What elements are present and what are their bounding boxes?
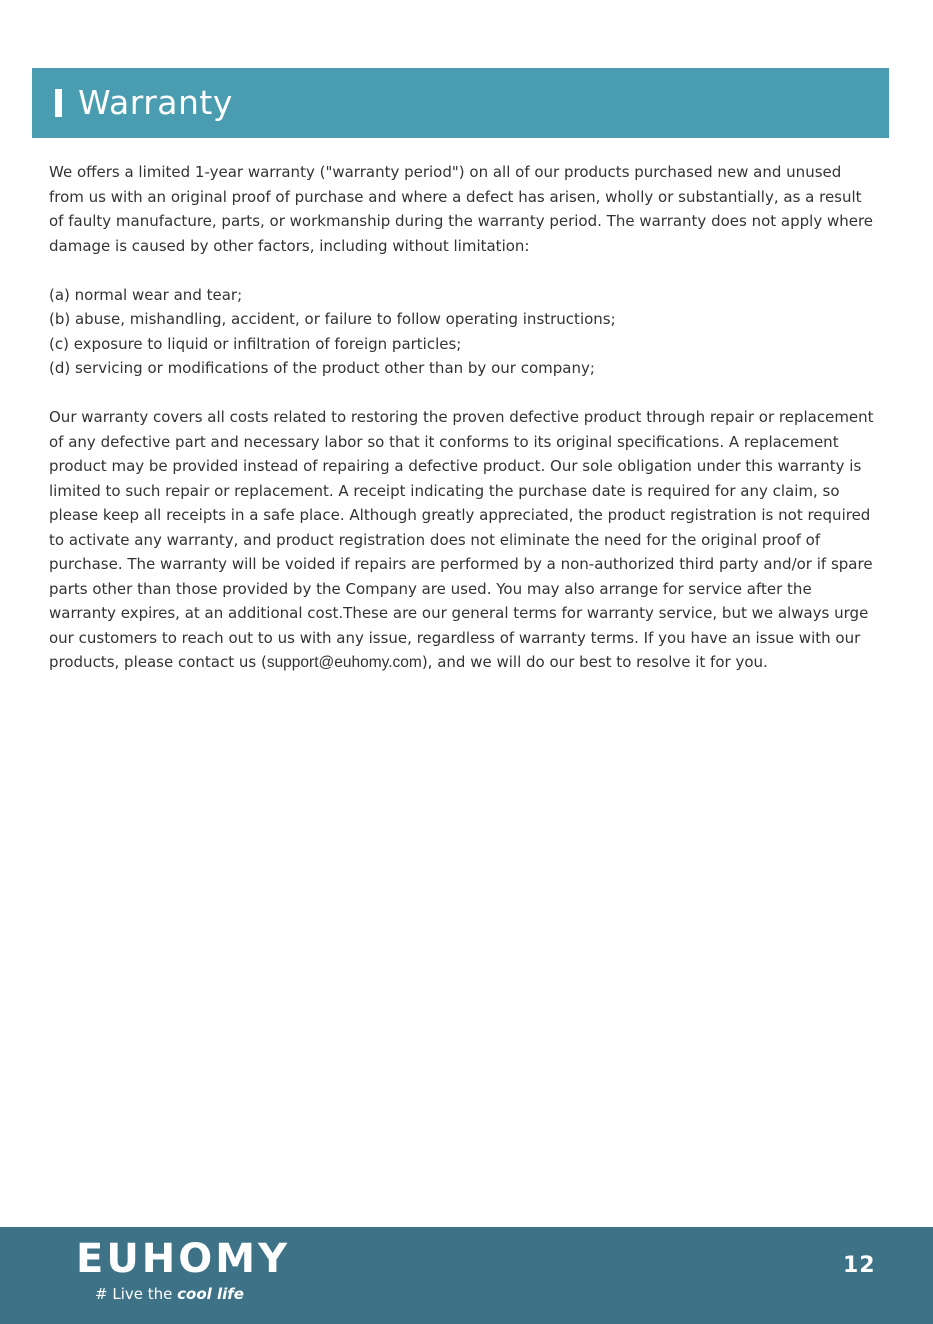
warranty-coverage-paragraph: [49, 405, 879, 676]
exclusion-item: (a) normal wear and tear;: [49, 285, 243, 304]
coverage-text-part: ), and we will do our best to resolve it for you.: [421, 653, 768, 671]
warranty-intro-paragraph: We offers a limited 1-year warranty ("warranty period") on all of our products purchased new and unused from us with an original proof of purchase and where a defect has arisen, wholly or substantially, as a result of faulty manufacture, parts, or workmanship during the warranty period. The warranty does not apply where damage is caused by other factors, including without limitation:: [49, 163, 874, 255]
exclusion-item: (b) abuse, mishandling, accident, or failure to follow operating instructions;: [49, 310, 616, 328]
coverage-text-part: Our warranty covers all costs related to restoring the proven defective product through repair or replacement of any defective part and necessary labor so that it conforms to its original specifications. A replacement product may be provided instead of repairing a defective product. Our sole obligation under this warranty is limited to such repair or replacement. A receipt indicating the purchase date is required for any claim, so please keep all receipts in a safe place. Although greatly appreciated, the product registration is not required to activate any warranty, and product registration does not eliminate the need for the original proof of purchase. The warranty will be voided if repairs are performed by a non-authorized third party and/or if spare parts other than those provided by the Company are used. You may also arrange for service after the warranty expires, at an additional cost.These are our general terms for warranty service, but we always urge our customers to reach out to us with any issue, regardless of warranty terms. If you have an issue with our products, please contact us (: [49, 408, 874, 671]
brand-logo: EUHOMY: [76, 1236, 291, 1282]
page-number: 12: [843, 1253, 876, 1278]
tagline-accent: cool life: [177, 1285, 244, 1303]
section-header-accent-bar: [55, 89, 62, 117]
exclusion-item: (d) servicing or modifications of the product other than by our company;: [49, 359, 595, 377]
brand-tagline: [95, 1283, 244, 1305]
support-email-link[interactable]: support@euhomy.com: [266, 654, 422, 671]
warranty-text: [49, 160, 879, 676]
tagline-prefix: # Live the: [95, 1285, 178, 1303]
page-title: Warranty: [78, 83, 233, 122]
exclusion-item: (c) exposure to liquid or infiltration of foreign particles;: [49, 334, 462, 353]
